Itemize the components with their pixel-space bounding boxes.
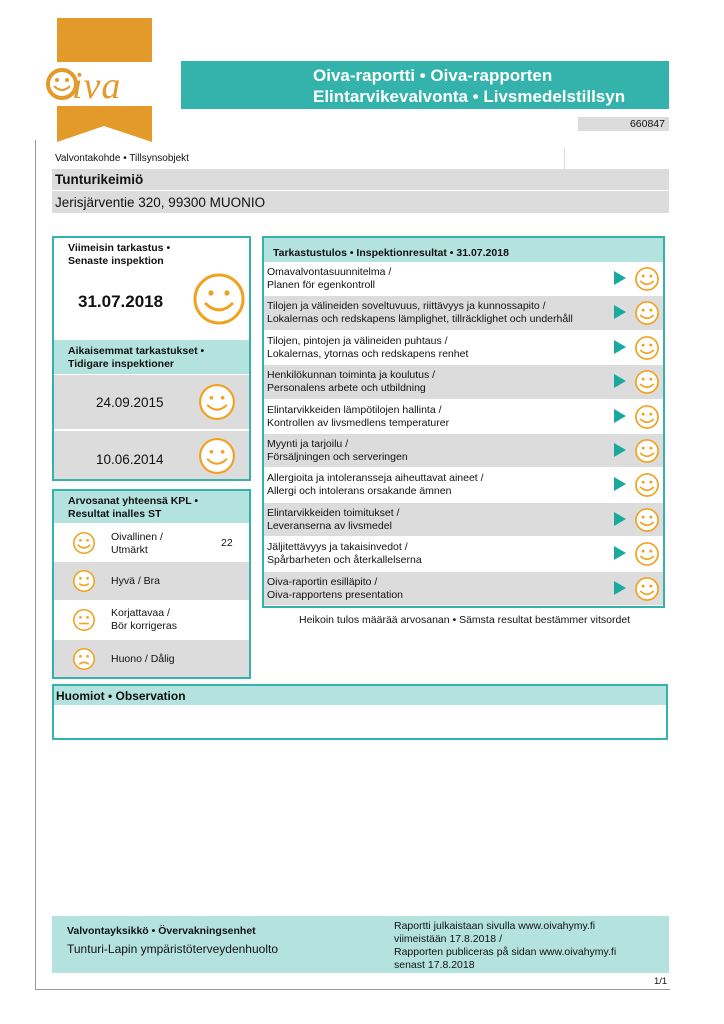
previous-title-row: [54, 340, 249, 374]
result-row: [264, 262, 663, 295]
results-title: Tarkastustulos • Inspektionresultat • 31.07.2018: [273, 247, 509, 259]
page-left-border: [35, 140, 36, 990]
grade-row-needs-correction: [54, 601, 249, 639]
result-row: [264, 434, 663, 467]
grade-label: Korjattavaa / Bör korrigeras: [111, 607, 177, 632]
previous-very-happy-face-icon: [198, 383, 236, 421]
previous-title: Aikaisemmat tarkastukset • Tidigare inspektioner: [68, 345, 205, 370]
footer-unit-name: Tunturi-Lapin ympäristöterveydenhuolto: [67, 942, 279, 956]
play-arrow-icon[interactable]: [614, 409, 626, 423]
grade-row-good: [54, 562, 249, 600]
target-name-row: [52, 169, 669, 190]
grade-count: 22: [221, 537, 233, 549]
play-arrow-icon[interactable]: [614, 305, 626, 319]
previous-very-happy-face-icon: [198, 437, 236, 475]
sad-face-icon: [72, 647, 96, 671]
very-happy-face-icon: [634, 438, 660, 464]
target-address-row: [52, 191, 669, 213]
previous-date-2: 10.06.2014: [96, 452, 164, 467]
results-note: Heikoin tulos määrää arvosanan • Sämsta resultat bestämmer vitsordet: [299, 614, 631, 626]
play-arrow-icon[interactable]: [614, 374, 626, 388]
very-happy-face-icon: [634, 335, 660, 361]
previous-item: [54, 431, 249, 479]
footer-unit-label: Valvontayksikkö • Övervakningsenhet: [67, 925, 256, 937]
target-section: [52, 148, 669, 214]
logo-text: iva: [72, 65, 122, 107]
latest-inspection-box: [52, 236, 251, 481]
footer-publish-fi: Raportti julkaistaan sivulla www.oivahymy.fi viimeistään 17.8.2018 /: [394, 920, 596, 945]
result-row: [264, 365, 663, 398]
very-happy-face-icon: [72, 531, 96, 555]
grade-label: Oivallinen / Utmärkt: [111, 531, 163, 556]
result-row: [264, 503, 663, 536]
latest-date: 31.07.2018: [78, 292, 164, 311]
report-id: [578, 117, 669, 131]
result-label: Tilojen ja välineiden soveltuvuus, riittävyys ja kunnossapito / Lokalernas och redskapens lämplighet, tillräcklighet och underhåll: [267, 300, 573, 326]
grade-row-excellent: [54, 523, 249, 561]
result-label: Henkilökunnan toiminta ja koulutus / Personalens arbete och utbildning: [267, 369, 436, 395]
result-label: Tilojen, pintojen ja välineiden puhtaus / Lokalernas, ytornas och redskapens renhet: [267, 334, 469, 360]
play-arrow-icon[interactable]: [614, 340, 626, 354]
very-happy-face-icon: [634, 507, 660, 533]
target-address: Jerisjärventie 320, 99300 MUONIO: [55, 195, 266, 210]
play-arrow-icon[interactable]: [614, 546, 626, 560]
latest-very-happy-face-icon: [192, 272, 246, 326]
header-title-2: Elintarvikevalvonta • Livsmedelstillsyn: [313, 87, 626, 106]
very-happy-face-icon: [634, 266, 660, 292]
header-title-1: Oiva-raportti • Oiva-rapporten: [313, 66, 553, 85]
result-label: Myynti ja tarjoilu / Försäljningen och serveringen: [267, 438, 408, 463]
result-label: Elintarvikkeiden toimitukset / Leveranserna av livsmedel: [267, 506, 400, 532]
play-arrow-icon[interactable]: [614, 581, 626, 595]
very-happy-face-icon: [634, 300, 660, 326]
play-arrow-icon[interactable]: [614, 271, 626, 285]
grade-label: Huono / Dålig: [111, 653, 175, 665]
very-happy-face-icon: [634, 404, 660, 430]
target-divider: [564, 148, 565, 190]
observation-title: Huomiot • Observation: [56, 689, 186, 703]
grades-box: [52, 489, 251, 679]
target-name: Tunturikeimiö: [55, 172, 144, 187]
result-row: [264, 296, 663, 329]
observation-title-row: [54, 686, 666, 705]
page-bottom-border: [35, 989, 670, 990]
result-label: Oiva-raportin esilläpito / Oiva-rapportens presentation: [267, 575, 403, 601]
happy-face-icon: [72, 569, 96, 593]
result-row: [264, 572, 663, 605]
result-label: Allergioita ja intoleransseja aiheuttavat aineet / Allergi och intolerans orsakande ämnen: [267, 472, 484, 498]
page-number: 1/1: [654, 976, 668, 987]
result-row: [264, 468, 663, 501]
previous-item: [54, 375, 249, 429]
result-row: [264, 537, 663, 570]
results-box: [262, 236, 665, 608]
very-happy-face-icon: [634, 472, 660, 498]
results-list: [264, 262, 663, 606]
latest-title: Viimeisin tarkastus • Senaste inspektion: [68, 242, 171, 267]
grades-title: Arvosanat yhteensä KPL • Resultat inalles ST: [68, 495, 199, 520]
target-label: Valvontakohde • Tillsynsobjekt: [55, 153, 189, 164]
grades-title-row: [54, 491, 249, 523]
grade-row-poor: [54, 640, 249, 677]
result-label: Jäljitettävyys ja takaisinvedot / Spårbarheten och återkallelserna: [267, 541, 422, 567]
play-arrow-icon[interactable]: [614, 477, 626, 491]
very-happy-face-icon: [634, 541, 660, 567]
previous-date-1: 24.09.2015: [96, 395, 164, 410]
play-arrow-icon[interactable]: [614, 512, 626, 526]
grade-label: Hyvä / Bra: [111, 575, 161, 587]
header-banner: [181, 61, 669, 109]
very-happy-face-icon: [634, 576, 660, 602]
results-title-row: [264, 238, 663, 262]
result-row: [264, 331, 663, 364]
neutral-face-icon: [72, 608, 96, 632]
oiva-logo: [42, 18, 162, 142]
result-label: Omavalvontasuunnitelma / Planen för egenkontroll: [267, 266, 392, 291]
result-label: Elintarvikkeiden lämpötilojen hallinta / Kontrollen av livsmedlens temperaturer: [267, 403, 450, 429]
observation-box: [52, 684, 668, 740]
play-arrow-icon[interactable]: [614, 443, 626, 457]
report-id-value: 660847: [629, 118, 665, 130]
very-happy-face-icon: [634, 369, 660, 395]
footer: [52, 916, 669, 973]
footer-publish-sv: Rapporten publiceras på sidan www.oivahymy.fi senast 17.8.2018: [394, 946, 617, 971]
result-row: [264, 400, 663, 433]
